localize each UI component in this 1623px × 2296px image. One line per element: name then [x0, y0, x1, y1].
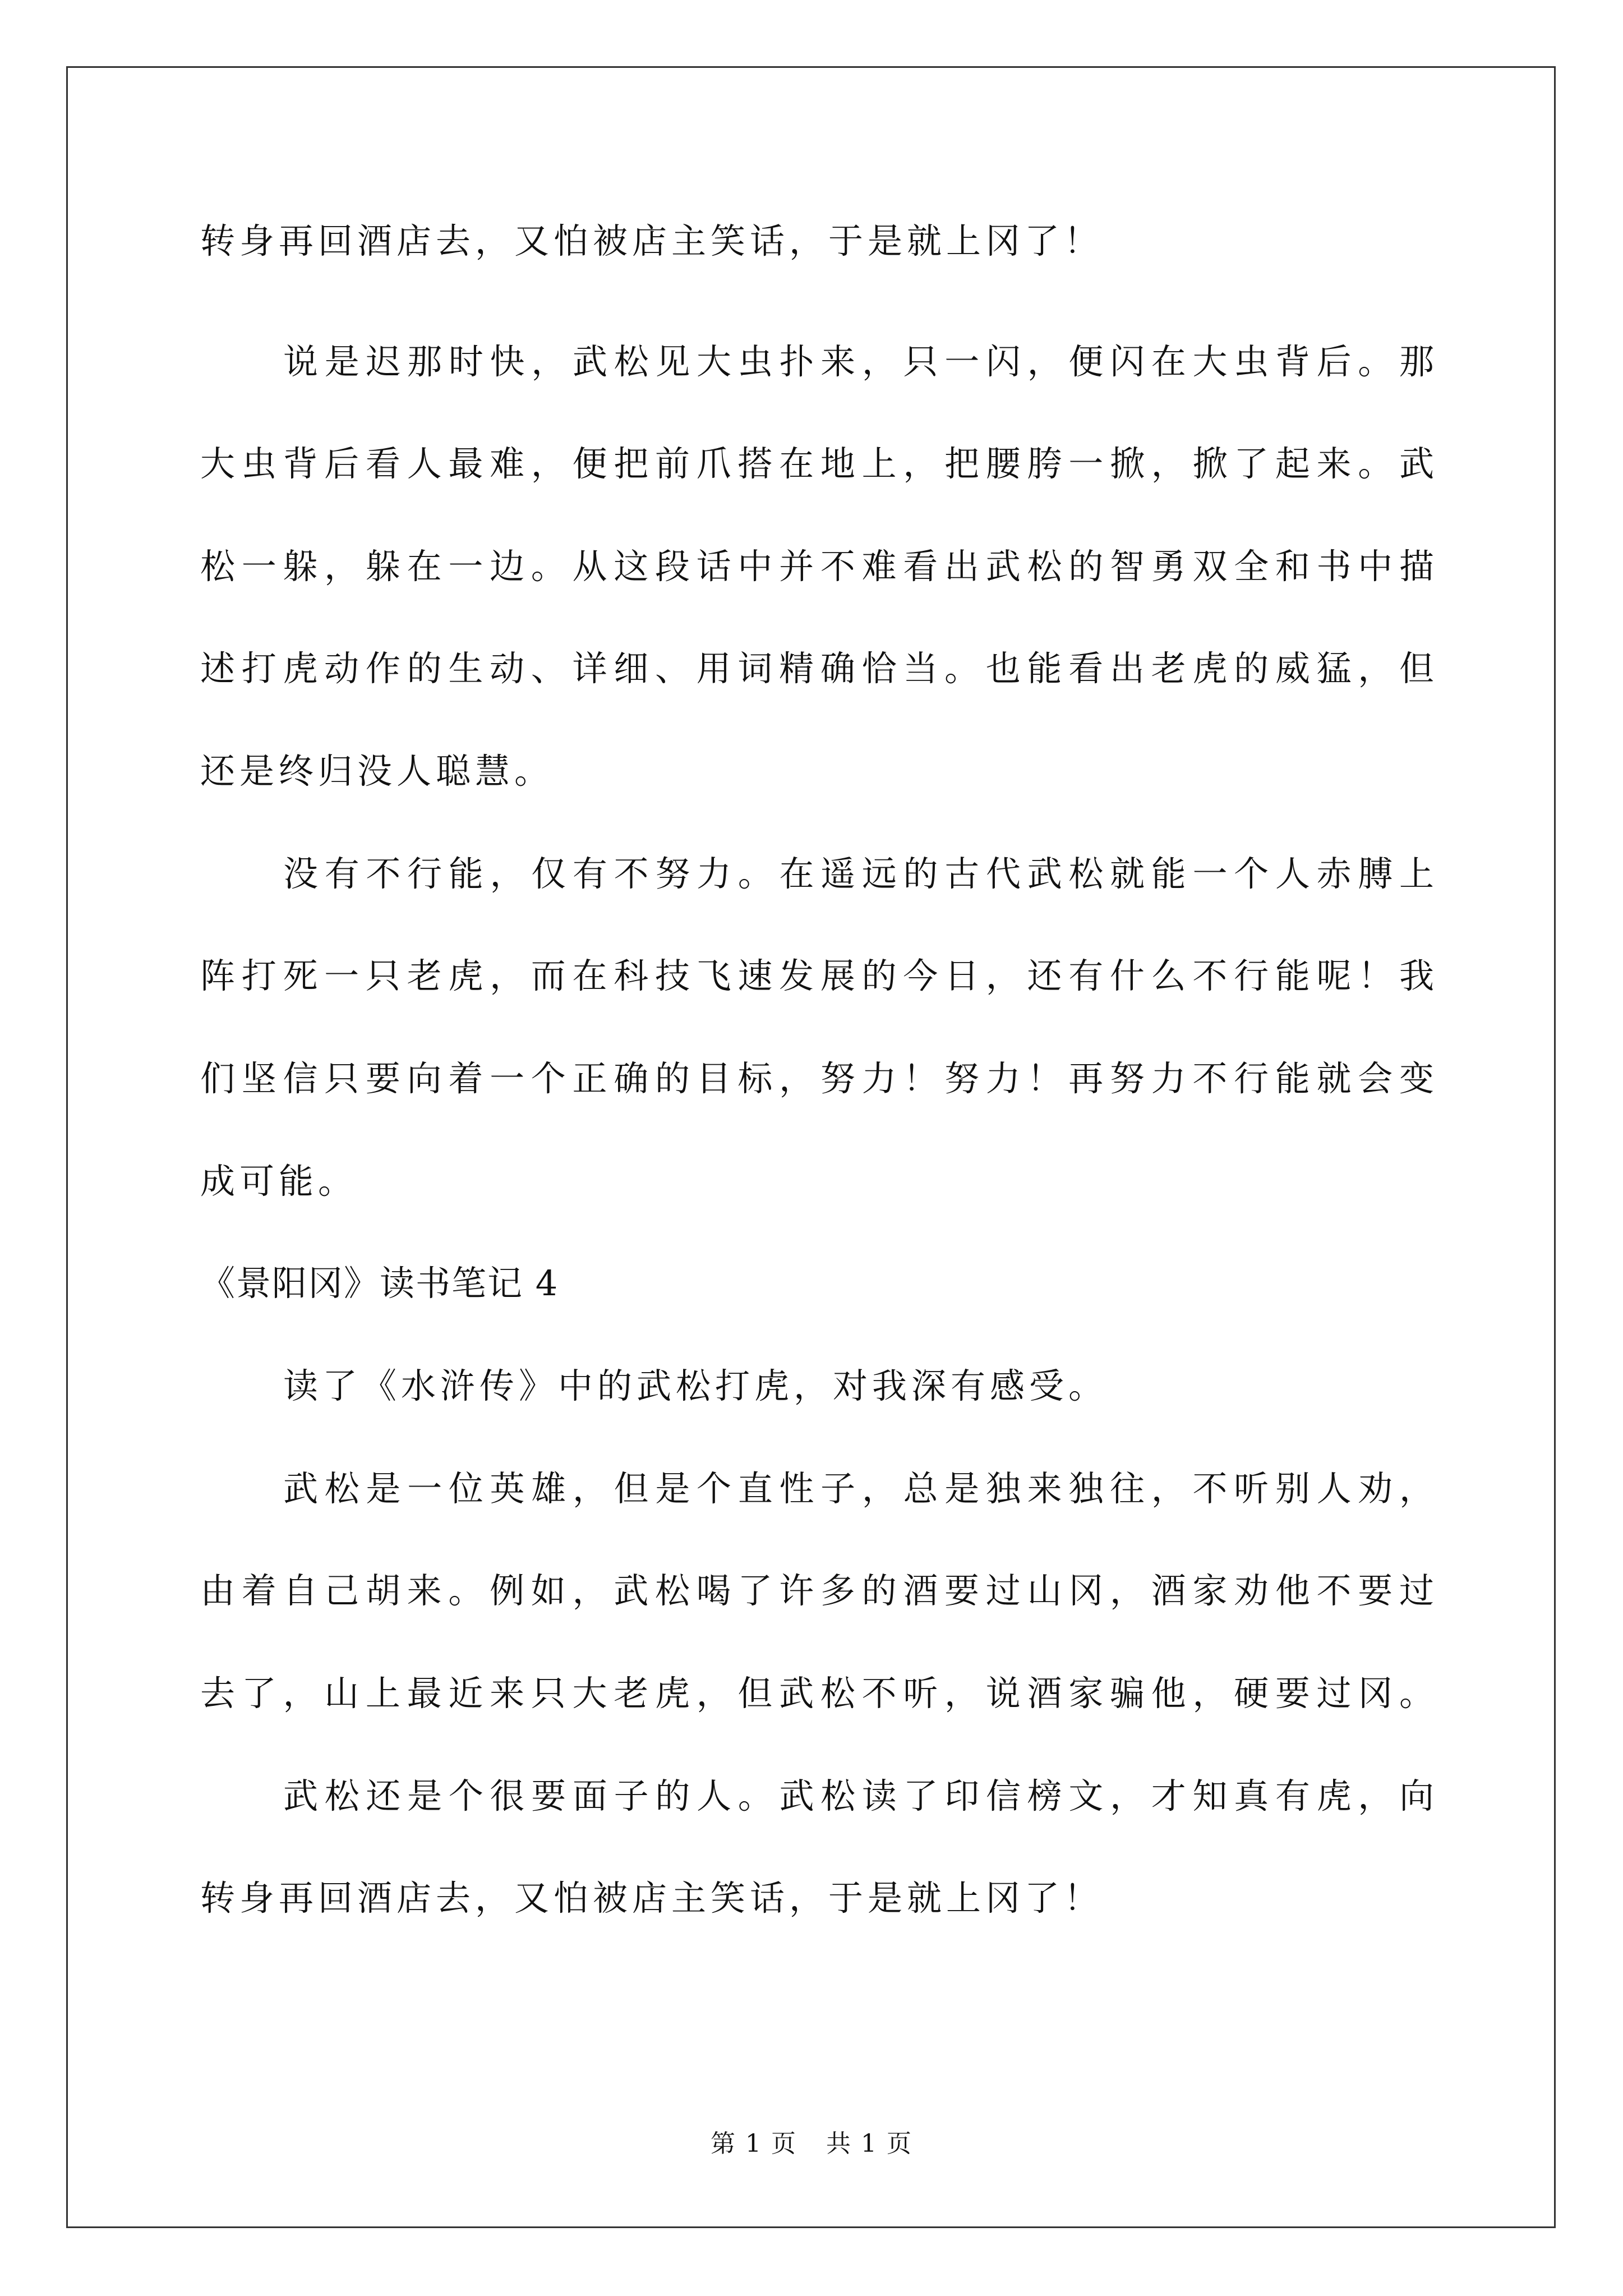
paragraph-first-line: 读了《水浒传》中的武松打虎，对我深有感受。: [283, 1365, 1108, 1406]
text-line: 转身再回酒店去，又怕被店主笑话，于是就上冈了！: [200, 220, 1104, 261]
text-line: 成可能。: [200, 1161, 358, 1202]
section-heading: 《景阳冈》读书笔记 4: [200, 1263, 559, 1304]
text-line: 大虫背后看人最难，便把前爪搭在地上，把腰胯一掀，掀了起来。武: [200, 443, 1434, 484]
page-total: 共 1 页: [826, 2129, 912, 2158]
text-line: 去了，山上最近来只大老虎，但武松不听，说酒家骗他，硬要过冈。: [200, 1673, 1434, 1714]
text-line: 松一躲，躲在一边。从这段话中并不难看出武松的智勇双全和书中描: [200, 546, 1434, 587]
paragraph-first-line: 武松还是个很要面子的人。武松读了印信榜文，才知真有虎，向: [283, 1775, 1434, 1816]
text-line: 转身再回酒店去，又怕被店主笑话，于是就上冈了！: [200, 1878, 1104, 1918]
text-line: 们坚信只要向着一个正确的目标，努力！努力！再努力不行能就会变: [200, 1058, 1434, 1099]
paragraph-first-line: 说是迟那时快，武松见大虫扑来，只一闪，便闪在大虫背后。那: [283, 341, 1434, 382]
page-number: 第 1 页: [711, 2129, 797, 2158]
text-line: 还是终归没人聪慧。: [200, 751, 554, 792]
text-line: 由着自己胡来。例如，武松喝了许多的酒要过山冈，酒家劝他不要过: [200, 1570, 1434, 1611]
page-footer: [0, 2127, 1623, 2161]
paragraph-first-line: 武松是一位英雄，但是个直性子，总是独来独往，不听别人劝，: [283, 1468, 1434, 1509]
paragraph-first-line: 没有不行能，仅有不努力。在遥远的古代武松就能一个人赤膊上: [283, 853, 1434, 894]
text-line: 述打虎动作的生动、详细、用词精确恰当。也能看出老虎的威猛，但: [200, 648, 1434, 689]
text-line: 阵打死一只老虎，而在科技飞速发展的今日，还有什么不行能呢！我: [200, 955, 1434, 996]
